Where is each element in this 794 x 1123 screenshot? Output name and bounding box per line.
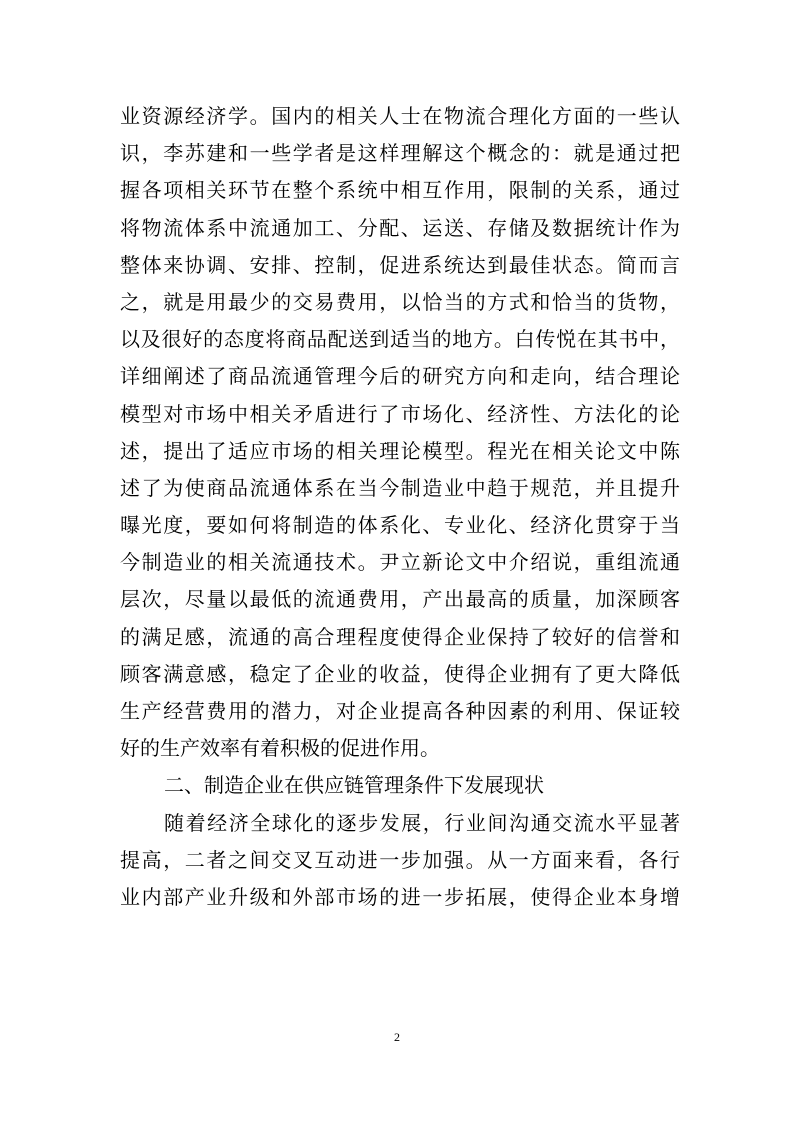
text-line: 详细阐述了商品流通管理今后的研究方向和走向，结合理论 [120, 364, 680, 389]
text-line: 随着经济全球化的逐步发展，行业间沟通交流水平显著 [164, 810, 680, 835]
text-line: 提高，二者之间交叉互动进一步加强。从一方面来看，各行 [120, 847, 680, 872]
text-line: 述了为使商品流通体系在当今制造业中趋于规范，并且提升 [120, 475, 680, 500]
text-line: 层次，尽量以最低的流通费用，产出最高的质量，加深顾客 [120, 587, 680, 612]
text-line: 整体来协调、安排、控制，促进系统达到最佳状态。简而言 [120, 252, 680, 277]
text-line: 将物流体系中流通加工、分配、运送、存储及数据统计作为 [120, 215, 680, 240]
text-line: 的满足感，流通的高合理程度使得企业保持了较好的信誉和 [120, 624, 680, 649]
text-line: 曝光度，要如何将制造的体系化、专业化、经济化贯穿于当 [120, 513, 680, 538]
text-line: 顾客满意感，稳定了企业的收益，使得企业拥有了更大降低 [120, 661, 680, 686]
section-heading: 二、制造企业在供应链管理条件下发展现状 [164, 773, 544, 798]
paragraph-2 [120, 805, 680, 917]
text-line: 业内部产业升级和外部市场的进一步拓展，使得企业本身增 [120, 884, 680, 909]
paragraph-1 [120, 98, 680, 767]
text-line: 握各项相关环节在整个系统中相互作用，限制的关系，通过 [120, 178, 680, 203]
text-line: 以及很好的态度将商品配送到适当的地方。白传悦在其书中， [120, 327, 680, 352]
text-line: 生产经营费用的潜力，对企业提高各种因素的利用、保证较 [120, 699, 680, 723]
text-line: 好的生产效率有着积极的促进作用。 [120, 736, 440, 761]
text-line: 述，提出了适应市场的相关理论模型。程光在相关论文中陈 [120, 438, 680, 463]
text-line: 识，李苏建和一些学者是这样理解这个概念的：就是通过把 [120, 141, 680, 166]
text-line: 之，就是用最少的交易费用，以恰当的方式和恰当的货物， [120, 289, 680, 314]
text-line: 业资源经济学。国内的相关人士在物流合理化方面的一些认 [120, 104, 680, 128]
body-text [120, 98, 680, 916]
text-line: 今制造业的相关流通技术。尹立新论文中介绍说，重组流通 [120, 550, 680, 575]
text-line: 模型对市场中相关矛盾进行了市场化、经济性、方法化的论 [120, 401, 680, 426]
page-number: 2 [394, 1030, 400, 1044]
